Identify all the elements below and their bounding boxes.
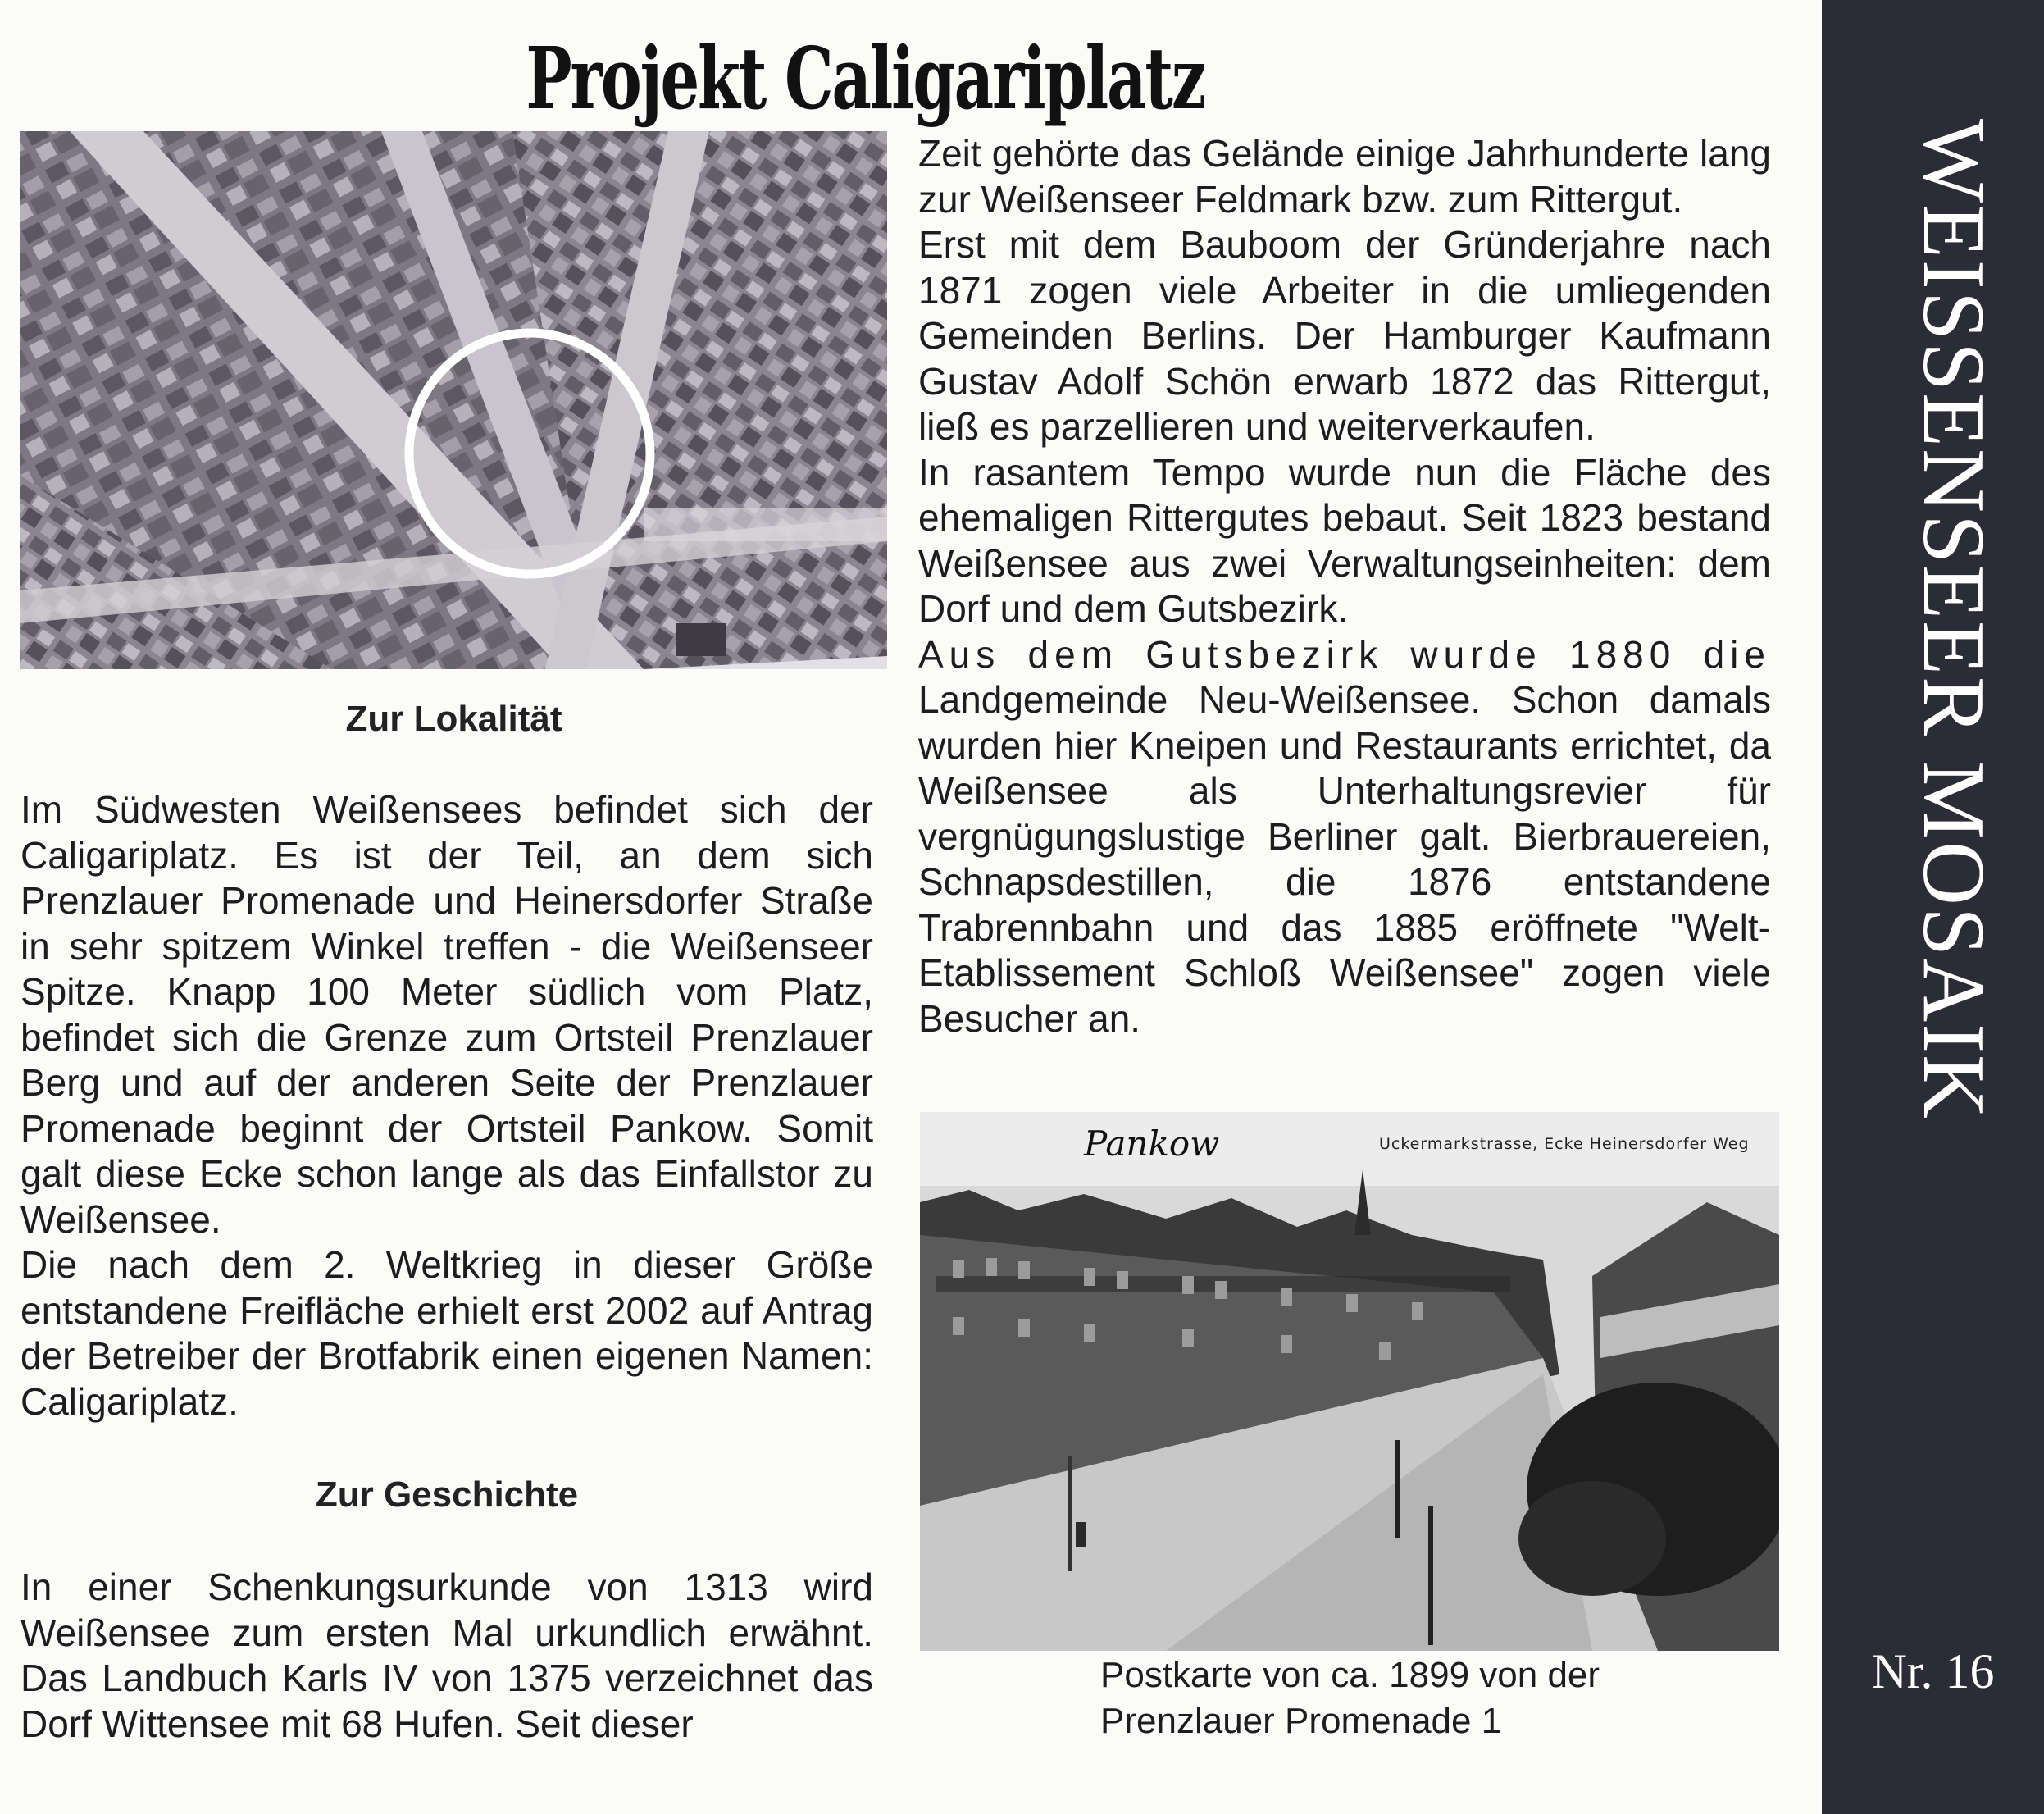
postcard-printed-caption: Uckermarkstrasse, Ecke Heinersdorfer Weg [1379,1135,1750,1153]
postcard-handwriting: Pankow [1084,1123,1220,1164]
location-paragraph: Im Südwesten Weißensees befindet sich der Caligariplatz. Es ist der Teil, an dem sich Prenzlauer Promenade und Heinersdorfer Straße in sehr spitzem Winkel treffen - die Weißenseer Spitze. Knapp 100 Meter südlich vom Platz, befindet sich die Grenze zum Ortsteil Prenzlauer Berg und auf der anderen Seite der Prenzlauer Promenade beginnt der Ortsteil Pankow. Somit galt diese Ecke schon lange als das Einfallstor zu Weißensee. [20,788,873,1241]
aerial-photo [20,131,887,669]
issue-number: Nr. 16 [1871,1644,1995,1698]
right-paragraph-4-first-line: Aus dem Gutsbezirk wurde 1880 die [918,632,1771,676]
location-paragraph-2: Die nach dem 2. Weltkrieg in dieser Größe entstandene Freifläche erhielt erst 2002 auf Antrag der Betreiber der Brotfabrik einen eigenen Namen: Caligariplatz. [20,1243,873,1423]
postcard-caption: Postkarte von ca. 1899 von der Prenzlauer Promenade 1 [1100,1655,1600,1741]
heading-location: Zur Lokalität [345,699,562,739]
right-text-block [918,131,1771,1041]
page-title: Projekt Caligariplatz [526,28,1205,129]
right-paragraph-1: Zeit gehörte das Gelände einige Jahrhunderte lang zur Weißenseer Feldmark bzw. zum Rittergut. [918,132,1771,221]
history-paragraph: In einer Schenkungsurkunde von 1313 wird Weißensee zum ersten Mal urkundlich erwähnt. Das Landbuch Karls IV von 1375 verzeichnet das Dorf Wittensee mit 68 Hufen. Seit dieser [20,1566,873,1745]
right-paragraph-3: In rasantem Tempo wurde nun die Fläche des ehemaligen Rittergutes bebaut. Seit 1823 bestand Weißensee aus zwei Verwaltungseinheiten: dem Dorf und dem Gutsbezirk. [918,450,1771,630]
right-paragraph-4: Landgemeinde Neu-Weißensee. Schon damals wurden hier Kneipen und Restaurants errichtet, da Weißensee als Unterhaltungsrevier für vergnügungslustige Berliner galt. Bierbrauereien, Schnapsdestillen, die 1876 entstandene Trabrennbahn und das 1885 eröffnete "Welt-Etablissement Schloß Weißensee" zogen viele Besucher an. [918,678,1771,1040]
magazine-title: WEISSENSEER MOSAIK [1905,119,2002,1121]
location-text-block [20,787,873,1424]
heading-history: Zur Geschichte [315,1474,579,1515]
historic-postcard [920,1112,1779,1651]
right-paragraph-2: Erst mit dem Bauboom der Gründerjahre nach 1871 zogen viele Arbeiter in die umliegenden Gemeinden Berlins. Der Hamburger Kaufmann Gustav Adolf Schön erwarb 1872 das Rittergut, ließ es parzellieren und weiterverkaufen. [918,223,1771,448]
history-text-block [20,1565,873,1747]
